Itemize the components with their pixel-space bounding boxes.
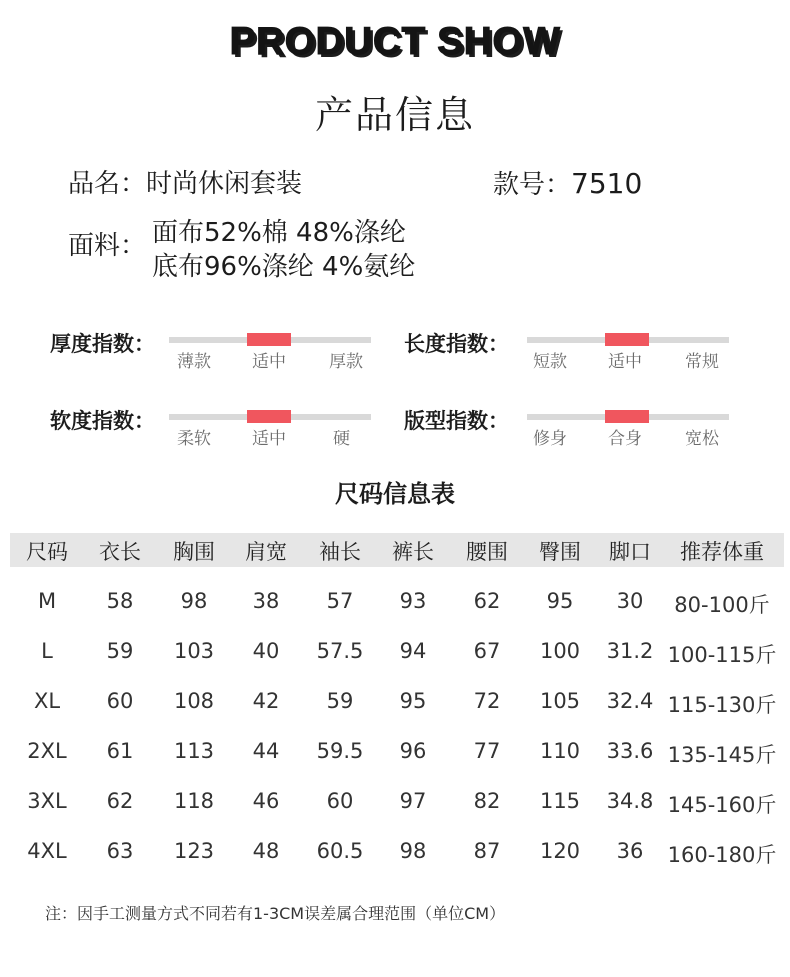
table-cell: 40 <box>252 639 280 663</box>
fit-index-label: 版型指数： <box>404 409 509 433</box>
scale-option: 修身 <box>533 429 567 449</box>
table-row <box>10 835 784 875</box>
scale-option: 厚款 <box>329 352 363 372</box>
table-cell: 30 <box>616 589 644 613</box>
table-cell: 160-180斤 <box>667 843 777 867</box>
table-cell: 97 <box>399 789 427 813</box>
product-name-label: 品名： <box>68 169 147 199</box>
product-code <box>493 167 642 202</box>
product-name-value: 时尚休闲套装 <box>146 169 303 199</box>
table-cell: 57.5 <box>316 639 364 663</box>
table-cell: 62 <box>473 589 501 613</box>
table-row <box>10 685 784 725</box>
table-cell: 100 <box>539 639 581 663</box>
table-cell: 34.8 <box>606 789 654 813</box>
scale-option: 常规 <box>685 352 719 372</box>
table-cell: 42 <box>252 689 280 713</box>
table-cell: 2XL <box>27 739 67 763</box>
table-cell: XL <box>33 689 61 713</box>
table-cell: 93 <box>399 589 427 613</box>
scale-option-selected: 适中 <box>252 429 286 449</box>
table-cell: 32.4 <box>606 689 654 713</box>
table-cell: 59 <box>106 639 134 663</box>
scale-marker <box>247 333 291 346</box>
table-cell: 59.5 <box>316 739 364 763</box>
table-cell: 44 <box>252 739 280 763</box>
header-cell: 肩宽 <box>245 540 287 564</box>
table-row <box>10 785 784 825</box>
table-cell: 120 <box>539 839 581 863</box>
table-row <box>10 735 784 775</box>
table-cell: 67 <box>473 639 501 663</box>
table-cell: 57 <box>326 589 354 613</box>
softness-index-label: 软度指数： <box>50 409 155 433</box>
table-cell: 80-100斤 <box>674 593 770 617</box>
table-cell: 123 <box>173 839 215 863</box>
header-cell: 脚口 <box>609 540 651 564</box>
table-cell: 115-130斤 <box>667 693 777 717</box>
table-cell: 95 <box>546 589 574 613</box>
table-row <box>10 635 784 675</box>
table-cell: 87 <box>473 839 501 863</box>
scale-option: 柔软 <box>177 429 211 449</box>
table-cell: 145-160斤 <box>667 793 777 817</box>
scale-option: 宽松 <box>685 429 719 449</box>
table-cell: 98 <box>180 589 208 613</box>
table-cell: 135-145斤 <box>667 743 777 767</box>
fabric-line-2: 底布96%涤纶 4%氨纶 <box>152 252 416 282</box>
header-cell: 袖长 <box>319 540 361 564</box>
length-index-label: 长度指数： <box>404 332 509 356</box>
table-cell: 60.5 <box>316 839 364 863</box>
table-cell: 36 <box>616 839 644 863</box>
table-cell: 60 <box>326 789 354 813</box>
table-cell: 48 <box>252 839 280 863</box>
table-cell: 38 <box>252 589 280 613</box>
table-cell: 63 <box>106 839 134 863</box>
header-cell: 腰围 <box>466 540 508 564</box>
scale-marker <box>605 333 649 346</box>
header-cell: 衣长 <box>99 540 141 564</box>
scale-option-selected: 适中 <box>608 352 642 372</box>
table-cell: 105 <box>539 689 581 713</box>
scale-option: 短款 <box>533 352 567 372</box>
table-cell: 94 <box>399 639 427 663</box>
fabric-label: 面料： <box>68 231 147 261</box>
scale-marker <box>605 410 649 423</box>
table-cell: 46 <box>252 789 280 813</box>
scale-option-selected: 适中 <box>252 352 286 372</box>
table-cell: 118 <box>173 789 215 813</box>
table-cell: 59 <box>326 689 354 713</box>
table-cell: 110 <box>539 739 581 763</box>
scale-option: 薄款 <box>177 352 211 372</box>
table-cell: 60 <box>106 689 134 713</box>
table-cell: 3XL <box>27 789 67 813</box>
scale-marker <box>247 410 291 423</box>
table-cell: 98 <box>399 839 427 863</box>
table-cell: 77 <box>473 739 501 763</box>
table-cell: 33.6 <box>606 739 654 763</box>
table-cell: 103 <box>173 639 215 663</box>
table-cell: 62 <box>106 789 134 813</box>
table-cell: 72 <box>473 689 501 713</box>
table-cell: 96 <box>399 739 427 763</box>
table-cell: L <box>41 639 53 663</box>
table-cell: 58 <box>106 589 134 613</box>
product-code-value: 7510 <box>571 167 643 200</box>
table-cell: M <box>37 589 57 613</box>
title-chinese: 产品信息 <box>314 93 475 137</box>
table-cell: 82 <box>473 789 501 813</box>
table-cell: 61 <box>106 739 134 763</box>
table-row <box>10 585 784 625</box>
size-table-title: 尺码信息表 <box>335 480 455 508</box>
table-cell: 4XL <box>27 839 67 863</box>
fit-index-scale <box>527 406 729 456</box>
scale-option-selected: 合身 <box>608 429 642 449</box>
thickness-index-label: 厚度指数： <box>50 332 155 356</box>
header-cell: 臀围 <box>539 540 581 564</box>
table-cell: 100-115斤 <box>667 643 777 667</box>
product-name <box>68 167 302 201</box>
softness-index-scale <box>169 406 371 456</box>
size-table-header <box>10 533 784 567</box>
header-cell: 推荐体重 <box>680 540 764 564</box>
table-cell: 95 <box>399 689 427 713</box>
table-cell: 108 <box>173 689 215 713</box>
header-cell: 尺码 <box>26 540 68 564</box>
title-english: PRODUCT SHOW <box>229 20 561 63</box>
header-cell: 裤长 <box>392 540 434 564</box>
table-cell: 31.2 <box>606 639 654 663</box>
table-cell: 113 <box>173 739 215 763</box>
length-index-scale <box>527 329 729 379</box>
measurement-note: 注：因手工测量方式不同若有1-3CM误差属合理范围（单位CM） <box>45 904 506 923</box>
scale-option: 硬 <box>333 429 350 449</box>
table-cell: 115 <box>539 789 581 813</box>
product-code-label: 款号： <box>493 170 572 200</box>
thickness-index-scale <box>169 329 371 379</box>
header-cell: 胸围 <box>173 540 215 564</box>
fabric-line-1: 面布52%棉 48%涤纶 <box>152 218 406 248</box>
